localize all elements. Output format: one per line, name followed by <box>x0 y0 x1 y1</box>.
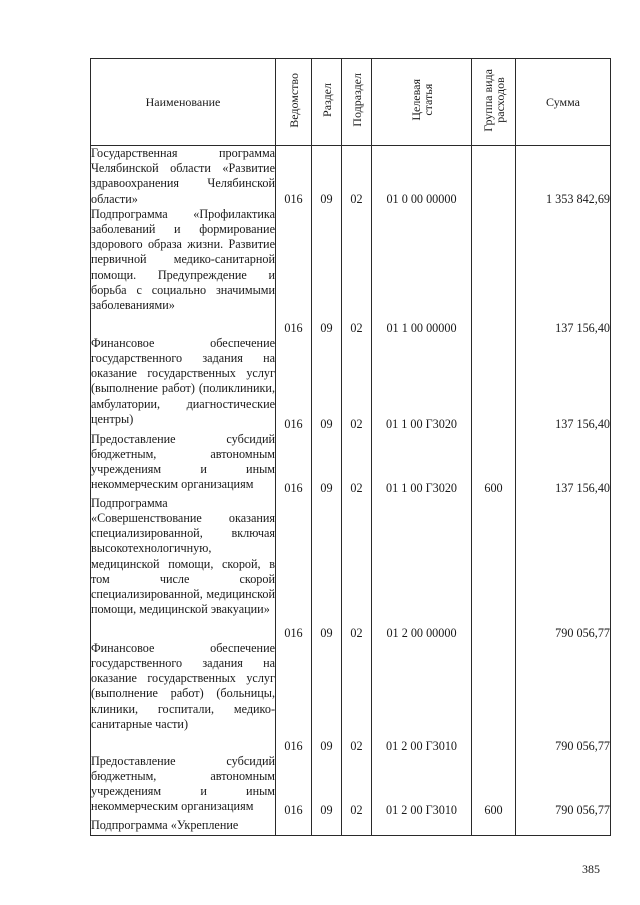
row-target <box>372 818 472 836</box>
row-dept: 016 <box>276 754 312 818</box>
row-group <box>472 641 516 754</box>
row-group <box>472 146 516 207</box>
row-section: 09 <box>312 207 342 336</box>
row-dept: 016 <box>276 207 312 336</box>
table-row <box>91 146 611 207</box>
table-row <box>91 641 611 754</box>
row-section: 09 <box>312 336 342 432</box>
row-dept: 016 <box>276 336 312 432</box>
table-row <box>91 754 611 818</box>
header-sum: Сумма <box>516 59 611 146</box>
header-section: Раздел <box>312 59 342 146</box>
row-subsection: 02 <box>342 432 372 496</box>
row-name: Подпрограмма «Профилактика заболеваний и формирование здорового образа жизни. Развитие первичной медико-санитарной помощи. Предупреждение и борьба с социально значимыми заболеваниями» <box>91 207 276 336</box>
row-name: Подпрограмма «Укрепление <box>91 818 276 836</box>
row-name: Финансовое обеспечение государственного задания на оказание государственных услуг (выполнение работ) (поликлиники, амбулатории, диагностические центры) <box>91 336 276 432</box>
row-sum: 1 353 842,69 <box>516 146 611 207</box>
row-subsection: 02 <box>342 641 372 754</box>
row-name: Предоставление субсидий бюджетным, автономным учреждениям и иным некоммерческим организациям <box>91 432 276 496</box>
row-group: 600 <box>472 754 516 818</box>
row-group <box>472 818 516 836</box>
header-target: Целевая статья <box>372 59 472 146</box>
row-sum: 790 056,77 <box>516 754 611 818</box>
row-subsection: 02 <box>342 207 372 336</box>
row-sum: 790 056,77 <box>516 641 611 754</box>
budget-table <box>90 58 611 836</box>
row-target: 01 2 00 00000 <box>372 496 472 641</box>
header-dept: Ведомство <box>276 59 312 146</box>
row-subsection <box>342 818 372 836</box>
row-sum: 137 156,40 <box>516 432 611 496</box>
row-dept: 016 <box>276 432 312 496</box>
row-section: 09 <box>312 754 342 818</box>
row-group: 600 <box>472 432 516 496</box>
header-subsection: Подраздел <box>342 59 372 146</box>
table-row <box>91 496 611 641</box>
row-target: 01 2 00 Г3010 <box>372 754 472 818</box>
row-name: Подпрограмма «Совершенствование оказания специализированной, включая высокотехнологичную, медицинской помощи, скорой, в том числе скорой специализированной, медицинской помощи, медицинской эвакуации» <box>91 496 276 641</box>
row-dept: 016 <box>276 496 312 641</box>
header-name: Наименование <box>91 59 276 146</box>
header-group: Группа вида расходов <box>472 59 516 146</box>
row-group <box>472 496 516 641</box>
row-section: 09 <box>312 432 342 496</box>
row-target: 01 1 00 Г3020 <box>372 336 472 432</box>
row-target: 01 1 00 Г3020 <box>372 432 472 496</box>
table-row <box>91 207 611 336</box>
row-subsection: 02 <box>342 336 372 432</box>
row-dept: 016 <box>276 641 312 754</box>
row-section <box>312 818 342 836</box>
row-section: 09 <box>312 146 342 207</box>
table-row <box>91 432 611 496</box>
row-group <box>472 336 516 432</box>
row-target: 01 0 00 00000 <box>372 146 472 207</box>
row-sum: 137 156,40 <box>516 207 611 336</box>
row-subsection: 02 <box>342 496 372 641</box>
row-sum: 137 156,40 <box>516 336 611 432</box>
table-header-row <box>91 59 611 146</box>
row-dept: 016 <box>276 146 312 207</box>
row-name: Предоставление субсидий бюджетным, автономным учреждениям и иным некоммерческим организациям <box>91 754 276 818</box>
row-group <box>472 207 516 336</box>
row-sum <box>516 818 611 836</box>
table-row <box>91 336 611 432</box>
row-target: 01 2 00 Г3010 <box>372 641 472 754</box>
row-section: 09 <box>312 641 342 754</box>
row-subsection: 02 <box>342 754 372 818</box>
table-row <box>91 818 611 836</box>
row-target: 01 1 00 00000 <box>372 207 472 336</box>
row-sum: 790 056,77 <box>516 496 611 641</box>
row-dept <box>276 818 312 836</box>
row-subsection: 02 <box>342 146 372 207</box>
row-name: Финансовое обеспечение государственного задания на оказание государственных услуг (выполнение работ) (больницы, клиники, госпитали, медико-санитарные части) <box>91 641 276 754</box>
row-name: Государственная программа Челябинской области «Развитие здравоохранения Челябинской области» <box>91 146 275 206</box>
page-number: 385 <box>582 862 600 876</box>
row-section: 09 <box>312 496 342 641</box>
